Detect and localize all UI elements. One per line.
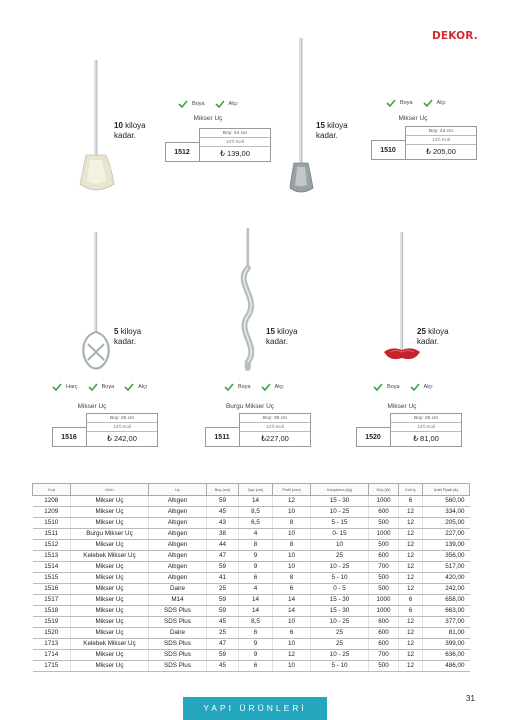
table-cell: Mikser Uç bbox=[71, 518, 149, 529]
table-cell: 1511 bbox=[33, 529, 71, 540]
table-cell: Kelebek Mikser Uç bbox=[71, 639, 149, 650]
table-header-cell: Koli İç bbox=[399, 484, 423, 496]
table-cell: 9 bbox=[239, 562, 273, 573]
table-cell: 500 bbox=[369, 540, 399, 551]
product-price: ₺ 205,00 bbox=[426, 147, 456, 156]
table-header-cell: Uç bbox=[149, 484, 207, 496]
table-cell: 38 bbox=[207, 529, 239, 540]
table-cell: 500 bbox=[369, 584, 399, 595]
table-cell: 1512 bbox=[33, 540, 71, 551]
table-cell: 6 bbox=[399, 595, 423, 606]
table-cell: Mikser Uç bbox=[71, 628, 149, 639]
table-cell: 600 bbox=[369, 551, 399, 562]
table-cell: 1516 bbox=[33, 584, 71, 595]
table-cell: 600 bbox=[369, 507, 399, 518]
table-body bbox=[33, 496, 470, 672]
table-row bbox=[33, 507, 470, 518]
table-cell: 8,5 bbox=[239, 617, 273, 628]
product-price: ₺ 139,00 bbox=[220, 149, 250, 158]
product-pack: 12'li Koli bbox=[406, 136, 476, 145]
table-cell: 10 - 25 bbox=[311, 650, 369, 661]
product-1511-uses: Boya Alçı bbox=[224, 383, 290, 391]
table-header-cell: Profil (mm) bbox=[273, 484, 311, 496]
table-cell: 10 bbox=[273, 507, 311, 518]
product-code: 1511 bbox=[214, 433, 230, 441]
table-cell: 1517 bbox=[33, 595, 71, 606]
table-cell: 15 - 30 bbox=[311, 606, 369, 617]
table-cell: 14 bbox=[239, 606, 273, 617]
table-cell: 12 bbox=[273, 650, 311, 661]
table-cell: 8 bbox=[273, 573, 311, 584]
table-cell: Mikser Uç bbox=[71, 661, 149, 672]
table-cell: Mikser Uç bbox=[71, 606, 149, 617]
table-cell: 6 bbox=[399, 496, 423, 507]
check-icon bbox=[124, 383, 134, 391]
product-pack: 12'li Koli bbox=[87, 423, 157, 432]
product-1520-uses: Boya Alçı bbox=[373, 383, 439, 391]
table-cell: Altıgen bbox=[149, 518, 207, 529]
product-length: Boy: 44 cm bbox=[200, 129, 270, 138]
table-cell: SDS Plus bbox=[149, 617, 207, 628]
table-cell: 1000 bbox=[369, 606, 399, 617]
table-row bbox=[33, 573, 470, 584]
table-cell: Altıgen bbox=[149, 540, 207, 551]
check-icon bbox=[88, 383, 98, 391]
table-row bbox=[33, 628, 470, 639]
table-cell: Daire bbox=[149, 628, 207, 639]
product-1516-card bbox=[52, 413, 158, 447]
product-1510-uses: Boya Alçı bbox=[386, 99, 452, 107]
table-cell: Altıgen bbox=[149, 507, 207, 518]
table-cell: 8 bbox=[239, 540, 273, 551]
product-1516-uses: Harç Boya Alçı bbox=[52, 383, 153, 391]
section-footer-band: YAPI ÜRÜNLERİ bbox=[183, 697, 327, 720]
table-cell: SDS Plus bbox=[149, 606, 207, 617]
table-cell: 5 - 10 bbox=[311, 661, 369, 672]
table-cell: 59 bbox=[207, 496, 239, 507]
product-table bbox=[32, 483, 470, 672]
table-cell: 1513 bbox=[33, 551, 71, 562]
table-cell: 500 bbox=[369, 661, 399, 672]
table-cell: 4 bbox=[239, 584, 273, 595]
table-cell: 10 - 25 bbox=[311, 617, 369, 628]
table-cell: 334,00 bbox=[423, 507, 470, 518]
table-cell: Mikser Uç bbox=[71, 573, 149, 584]
table-cell: 25 bbox=[311, 628, 369, 639]
check-icon bbox=[261, 383, 271, 391]
table-cell: 600 bbox=[369, 639, 399, 650]
table-row bbox=[33, 496, 470, 507]
table-row bbox=[33, 650, 470, 661]
table-cell: Daire bbox=[149, 584, 207, 595]
check-icon bbox=[423, 99, 433, 107]
table-cell: 1519 bbox=[33, 617, 71, 628]
table-cell: 486,00 bbox=[423, 661, 470, 672]
brand-logo: DEKOR. bbox=[432, 30, 478, 42]
product-1512-name: Mikser Uç bbox=[193, 115, 223, 122]
table-cell: 81,00 bbox=[423, 628, 470, 639]
table-cell: 12 bbox=[399, 628, 423, 639]
mixer-1520-image bbox=[380, 232, 424, 372]
check-icon bbox=[386, 99, 396, 107]
table-cell: 242,00 bbox=[423, 584, 470, 595]
table-row bbox=[33, 529, 470, 540]
table-cell: 5 - 15 bbox=[311, 518, 369, 529]
table-cell: 9 bbox=[239, 551, 273, 562]
product-length: Boy: 25 cm bbox=[87, 414, 157, 423]
table-cell: 8 bbox=[273, 540, 311, 551]
product-1511-card bbox=[205, 413, 311, 447]
table-cell: 1000 bbox=[369, 595, 399, 606]
table-cell: 700 bbox=[369, 650, 399, 661]
table-cell: Altıgen bbox=[149, 562, 207, 573]
table-header-cell: Boy (cm) bbox=[207, 484, 239, 496]
product-1511-capacity: 15 kiloya kadar. bbox=[266, 327, 298, 346]
table-cell: 8,5 bbox=[239, 507, 273, 518]
table-cell: 8 bbox=[273, 518, 311, 529]
table-cell: 1715 bbox=[33, 661, 71, 672]
table-cell: 59 bbox=[207, 562, 239, 573]
table-cell: 636,00 bbox=[423, 650, 470, 661]
table-cell: 25 bbox=[207, 584, 239, 595]
table-cell: Altıgen bbox=[149, 529, 207, 540]
product-1520-name: Mikser Uç bbox=[387, 403, 417, 410]
table-cell: 45 bbox=[207, 661, 239, 672]
table-cell: 12 bbox=[399, 562, 423, 573]
check-icon bbox=[224, 383, 234, 391]
mixer-1511-image bbox=[230, 228, 266, 378]
table-cell: 1000 bbox=[369, 496, 399, 507]
product-code: 1516 bbox=[61, 433, 77, 441]
product-1510-card bbox=[371, 126, 477, 160]
product-1512-card bbox=[165, 128, 271, 162]
table-cell: 420,00 bbox=[423, 573, 470, 584]
table-cell: Mikser Uç bbox=[71, 507, 149, 518]
table-cell: 12 bbox=[399, 540, 423, 551]
table-cell: Mikser Uç bbox=[71, 540, 149, 551]
table-row bbox=[33, 639, 470, 650]
product-price: ₺ 81,00 bbox=[413, 434, 439, 443]
table-cell: 10 - 25 bbox=[311, 562, 369, 573]
table-cell: 1208 bbox=[33, 496, 71, 507]
table-cell: 10 bbox=[273, 661, 311, 672]
table-cell: 12 bbox=[273, 496, 311, 507]
product-1516-name: Mikser Uç bbox=[77, 403, 107, 410]
table-cell: 4 bbox=[239, 529, 273, 540]
table-cell: 663,00 bbox=[423, 606, 470, 617]
table-cell: 1515 bbox=[33, 573, 71, 584]
table-cell: 399,00 bbox=[423, 639, 470, 650]
table-cell: Mikser Uç bbox=[71, 562, 149, 573]
table-cell: Mikser Uç bbox=[71, 584, 149, 595]
table-cell: M14 bbox=[149, 595, 207, 606]
table-cell: 12 bbox=[399, 551, 423, 562]
table-cell: Mikser Uç bbox=[71, 650, 149, 661]
table-row bbox=[33, 562, 470, 573]
table-row bbox=[33, 584, 470, 595]
table-cell: 1000 bbox=[369, 529, 399, 540]
table-cell: 41 bbox=[207, 573, 239, 584]
table-row bbox=[33, 540, 470, 551]
check-icon bbox=[373, 383, 383, 391]
product-1516-capacity: 5 kiloya kadar. bbox=[114, 327, 142, 346]
table-row bbox=[33, 606, 470, 617]
table-header-cell: Kod bbox=[33, 484, 71, 496]
table-cell: 6,5 bbox=[239, 518, 273, 529]
table-cell: 12 bbox=[399, 584, 423, 595]
product-1512-uses: Boya Alçı bbox=[178, 100, 244, 108]
product-1512-capacity: 10 kiloya kadar. bbox=[114, 121, 146, 140]
table-cell: 45 bbox=[207, 507, 239, 518]
table-header-cell: Güç (W) bbox=[369, 484, 399, 496]
table-cell: 47 bbox=[207, 551, 239, 562]
table-cell: 14 bbox=[239, 595, 273, 606]
table-header-cell: Ürün bbox=[71, 484, 149, 496]
table-cell: 47 bbox=[207, 639, 239, 650]
product-pack: 12'li Koli bbox=[240, 423, 310, 432]
table-cell: 356,00 bbox=[423, 551, 470, 562]
table-cell: 10 - 25 bbox=[311, 507, 369, 518]
product-pack: 12'li Koli bbox=[200, 138, 270, 147]
table-cell: 45 bbox=[207, 617, 239, 628]
table-cell: 1514 bbox=[33, 562, 71, 573]
table-row bbox=[33, 551, 470, 562]
table-cell: 59 bbox=[207, 595, 239, 606]
table-cell: 1209 bbox=[33, 507, 71, 518]
table-cell: 227,00 bbox=[423, 529, 470, 540]
product-1510-name: Mikser Uç bbox=[398, 115, 428, 122]
table-cell: 6 bbox=[239, 628, 273, 639]
table-cell: 6 bbox=[273, 584, 311, 595]
table-cell: 25 bbox=[311, 551, 369, 562]
table-cell: SDS Plus bbox=[149, 661, 207, 672]
table-cell: 14 bbox=[239, 496, 273, 507]
table-cell: Kelebek Mikser Uç bbox=[71, 551, 149, 562]
table-cell: 377,00 bbox=[423, 617, 470, 628]
product-1520-card bbox=[356, 413, 462, 447]
product-pack: 12'li Koli bbox=[391, 423, 461, 432]
table-cell: 14 bbox=[273, 595, 311, 606]
product-length: Boy: 43 cm bbox=[406, 127, 476, 136]
check-icon bbox=[410, 383, 420, 391]
table-cell: Mikser Uç bbox=[71, 496, 149, 507]
table-cell: 6 bbox=[273, 628, 311, 639]
check-icon bbox=[178, 100, 188, 108]
table-cell: 10 bbox=[273, 617, 311, 628]
table-cell: 6 bbox=[239, 661, 273, 672]
table-header-cell: Karıştırma (kg) bbox=[311, 484, 369, 496]
table-cell: 5 - 10 bbox=[311, 573, 369, 584]
product-length: Boy: 38 cm bbox=[240, 414, 310, 423]
table-header-row bbox=[33, 484, 470, 496]
table-cell: 1713 bbox=[33, 639, 71, 650]
table-cell: 12 bbox=[399, 639, 423, 650]
table-cell: 25 bbox=[207, 628, 239, 639]
table-cell: Altıgen bbox=[149, 573, 207, 584]
table-cell: 139,00 bbox=[423, 540, 470, 551]
table-row bbox=[33, 661, 470, 672]
table-header-cell: Adet Fiyatı (₺) bbox=[423, 484, 470, 496]
table-cell: 14 bbox=[273, 606, 311, 617]
check-icon bbox=[52, 383, 62, 391]
table-cell: Mikser Uç bbox=[71, 617, 149, 628]
table-cell: 15 - 30 bbox=[311, 595, 369, 606]
table-cell: 6 bbox=[239, 573, 273, 584]
table-cell: SDS Plus bbox=[149, 639, 207, 650]
table-cell: 9 bbox=[239, 650, 273, 661]
table-cell: 59 bbox=[207, 606, 239, 617]
product-length: Boy: 25 cm bbox=[391, 414, 461, 423]
product-code: 1520 bbox=[365, 433, 381, 441]
table-cell: 560,00 bbox=[423, 496, 470, 507]
table-cell: 10 bbox=[273, 639, 311, 650]
table-cell: 10 bbox=[311, 540, 369, 551]
table-cell: 658,00 bbox=[423, 595, 470, 606]
table-cell: 600 bbox=[369, 617, 399, 628]
table-cell: 43 bbox=[207, 518, 239, 529]
table-cell: 10 bbox=[273, 562, 311, 573]
product-1520-capacity: 25 kiloya kadar. bbox=[417, 327, 449, 346]
table-cell: 6 bbox=[399, 606, 423, 617]
table-cell: 12 bbox=[399, 518, 423, 529]
product-1511-name: Burgu Mikser Uç bbox=[225, 403, 275, 410]
table-cell: 1518 bbox=[33, 606, 71, 617]
table-cell: 600 bbox=[369, 628, 399, 639]
table-cell: SDS Plus bbox=[149, 650, 207, 661]
table-row bbox=[33, 617, 470, 628]
table-cell: 12 bbox=[399, 573, 423, 584]
table-row bbox=[33, 595, 470, 606]
table-cell: Altıgen bbox=[149, 496, 207, 507]
check-icon bbox=[215, 100, 225, 108]
table-cell: 500 bbox=[369, 573, 399, 584]
table-cell: 700 bbox=[369, 562, 399, 573]
table-cell: 10 bbox=[273, 551, 311, 562]
table-cell: Altıgen bbox=[149, 551, 207, 562]
table-cell: 205,00 bbox=[423, 518, 470, 529]
table-cell: 0- 15 bbox=[311, 529, 369, 540]
table-cell: 15 - 30 bbox=[311, 496, 369, 507]
table-cell: 10 bbox=[273, 529, 311, 540]
table-cell: 44 bbox=[207, 540, 239, 551]
table-cell: 1520 bbox=[33, 628, 71, 639]
table-cell: 12 bbox=[399, 661, 423, 672]
page-number: 31 bbox=[466, 694, 475, 703]
product-1510-capacity: 15 kiloya kadar. bbox=[316, 121, 348, 140]
table-cell: Burgu Mikser Uç bbox=[71, 529, 149, 540]
product-price: ₺ 242,00 bbox=[107, 434, 137, 443]
table-cell: Mikser Uç bbox=[71, 595, 149, 606]
mixer-1510-image bbox=[284, 38, 320, 198]
table-cell: 12 bbox=[399, 617, 423, 628]
product-code: 1510 bbox=[380, 146, 396, 154]
table-cell: 1714 bbox=[33, 650, 71, 661]
product-code: 1512 bbox=[174, 148, 190, 156]
table-header-cell: Çap (cm) bbox=[239, 484, 273, 496]
product-price: ₺227,00 bbox=[261, 434, 289, 443]
table-cell: 25 bbox=[311, 639, 369, 650]
table-row bbox=[33, 518, 470, 529]
table-cell: 12 bbox=[399, 529, 423, 540]
table-cell: 517,00 bbox=[423, 562, 470, 573]
table-cell: 59 bbox=[207, 650, 239, 661]
table-cell: 1510 bbox=[33, 518, 71, 529]
table-cell: 12 bbox=[399, 507, 423, 518]
mixer-1516-image bbox=[78, 232, 114, 372]
table-cell: 9 bbox=[239, 639, 273, 650]
table-cell: 500 bbox=[369, 518, 399, 529]
table-cell: 0 - 5 bbox=[311, 584, 369, 595]
table-cell: 12 bbox=[399, 650, 423, 661]
